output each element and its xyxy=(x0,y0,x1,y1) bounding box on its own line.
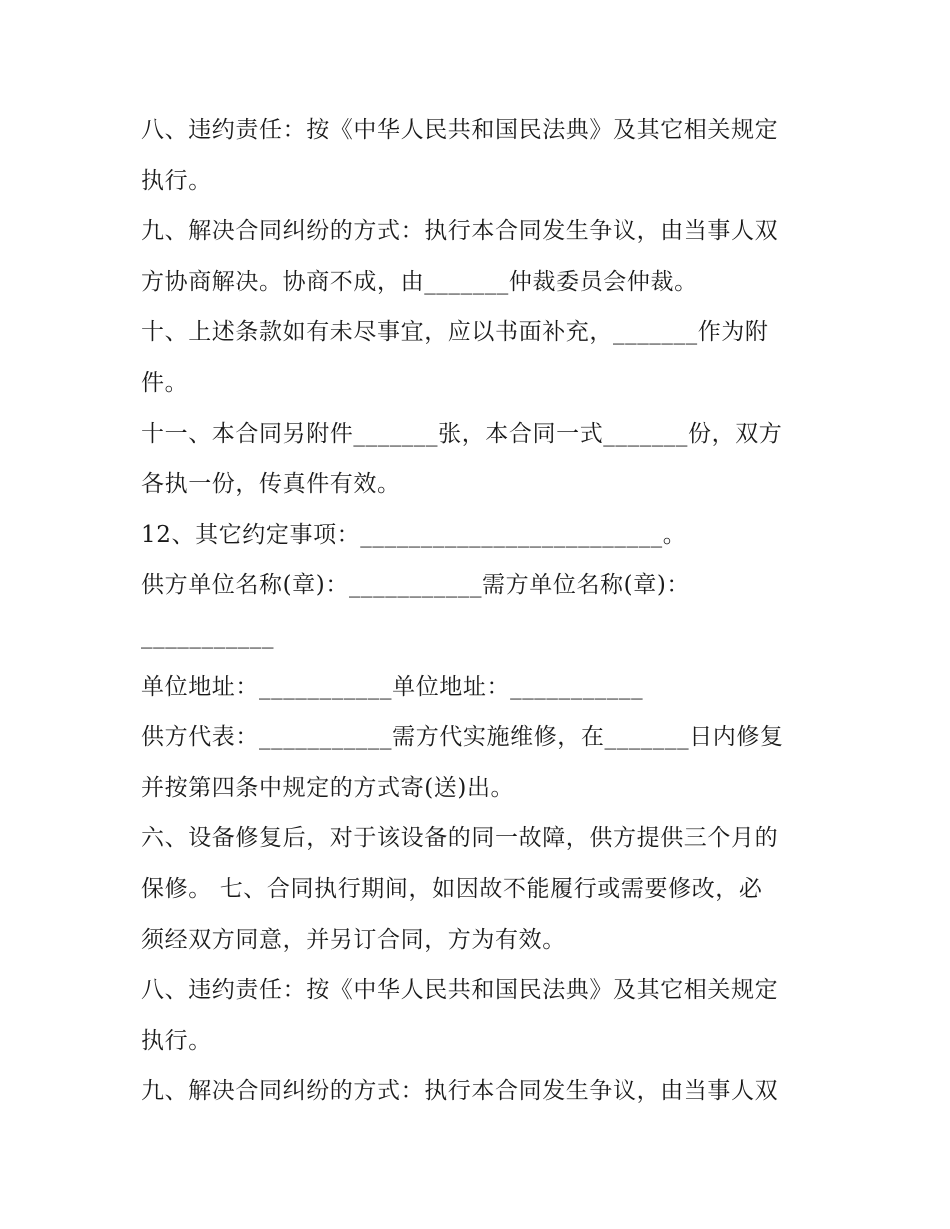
text-line: 六、设备修复后，对于该设备的同一故障，供方提供三个月的 xyxy=(141,825,779,852)
text-line: 十一、本合同另附件_______张，本合同一式_______份，双方 xyxy=(141,420,783,447)
text-line: 12、其它约定事项：_________________________。 xyxy=(141,521,687,548)
text-line: 九、解决合同纠纷的方式：执行本合同发生争议，由当事人双 xyxy=(141,1078,779,1105)
text-line: 件。 xyxy=(141,369,189,396)
text-line: 单位地址：___________单位地址：___________ xyxy=(141,673,644,700)
text-line: 八、违约责任：按《中华人民共和国民法典》及其它相关规定 xyxy=(141,977,779,1004)
text-line: ___________ xyxy=(141,622,275,649)
text-line: 保修。 七、合同执行期间，如因故不能履行或需要修改，必 xyxy=(141,875,763,902)
text-line: 并按第四条中规定的方式寄(送)出。 xyxy=(141,774,515,801)
text-line: 各执一份，传真件有效。 xyxy=(141,471,401,498)
text-line: 执行。 xyxy=(141,167,212,194)
text-line: 供方单位名称(章)：___________需方单位名称(章)： xyxy=(141,572,690,599)
text-line: 方协商解决。协商不成，由_______仲裁委员会仲裁。 xyxy=(141,268,698,295)
text-line: 须经双方同意，并另订合同，方为有效。 xyxy=(141,926,566,953)
text-line: 九、解决合同纠纷的方式：执行本合同发生争议，由当事人双 xyxy=(141,218,779,245)
document-body xyxy=(141,105,821,1117)
text-line: 执行。 xyxy=(141,1027,212,1054)
text-line: 供方代表：___________需方代实施维修，在_______日内修复 xyxy=(141,724,784,751)
text-line: 八、违约责任：按《中华人民共和国民法典》及其它相关规定 xyxy=(141,117,779,143)
text-line: 十、上述条款如有未尽事宜，应以书面补充，_______作为附 xyxy=(141,319,769,346)
